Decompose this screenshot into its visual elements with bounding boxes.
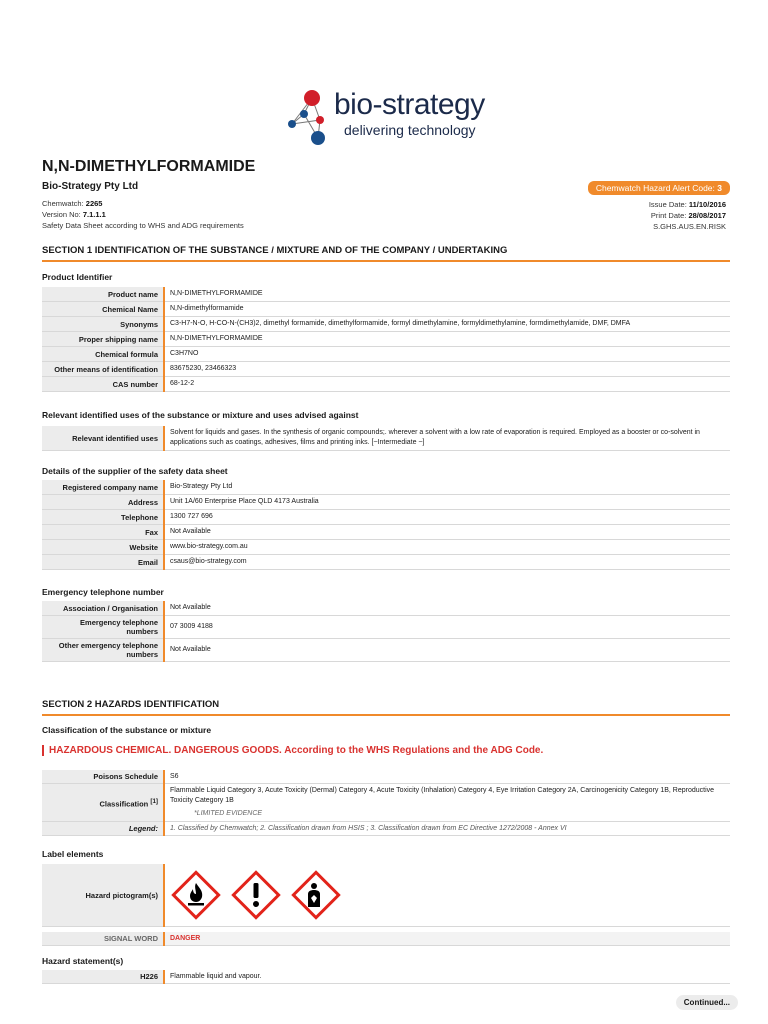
h226-value: Flammable liquid and vapour. [170,973,262,980]
health-hazard-icon [290,869,342,921]
classification-sup: [1] [150,797,158,805]
row-label: Chemical formula [42,347,164,362]
emergency-heading: Emergency telephone number [42,587,164,597]
table-row [42,287,730,302]
legend-value: 1. Classified by Chemwatch; 2. Classification drawn from HSIS ; 3. Classification drawn from EC Directive 1272/2008 - Annex VI [170,825,567,832]
issue-date-value: 11/10/2016 [688,200,726,209]
uses-table [42,426,730,451]
row-value: 07 3009 4188 [170,623,213,630]
row-label: Synonyms [42,317,164,332]
table-row [42,302,730,317]
version-label: Version No: [42,210,81,219]
classification-table [42,770,730,836]
pictogram-label: Hazard pictogram(s) [42,864,164,927]
chemwatch-value: 2265 [85,199,103,208]
row-value: Not Available [170,528,211,535]
table-row [42,639,730,662]
row-label: Address [42,495,164,510]
row-value: 68-12-2 [170,380,195,387]
sds-note: Safety Data Sheet according to WHS and ADG requirements [42,221,244,230]
company-name: Bio-Strategy Pty Ltd [42,181,139,192]
legend-label: Legend: [42,822,164,836]
page-title: N,N-DIMETHYLFORMAMIDE [42,158,256,175]
chemwatch-label: Chemwatch: [42,199,84,208]
row-value: csaus@bio-strategy.com [170,558,247,565]
row-label: Chemical Name [42,302,164,317]
row-label: Product name [42,287,164,302]
classification-text: Flammable Liquid Category 3, Acute Toxicity (Dermal) Category 4, Acute Toxicity (Inhalation) Category 4, Eye Irritation Category 2A, Carcinogenicity Category 1B, Reproductive Toxicity Category 1B [170,787,715,804]
hazard-banner: HAZARDOUS CHEMICAL. DANGEROUS GOODS. According to the WHS Regulations and the ADG Code. [42,745,543,756]
logo-name: bio-strategy [334,88,485,121]
table-row [42,616,730,639]
row-label: Proper shipping name [42,332,164,347]
table-row [42,525,730,540]
uses-heading: Relevant identified uses of the substance or mixture and uses advised against [42,410,359,420]
poisons-label: Poisons Schedule [42,770,164,784]
table-row [42,770,730,784]
print-date-value: 28/08/2017 [688,211,726,220]
row-value: www.bio-strategy.com.au [170,543,248,550]
row-value: N,N-DIMETHYLFORMAMIDE [170,290,263,297]
issue-date-label: Issue Date: [648,200,687,209]
exclamation-icon [230,869,282,921]
section-1-heading: SECTION 1 IDENTIFICATION OF THE SUBSTANCE / MIXTURE AND OF THE COMPANY / UNDERTAKING [42,245,730,262]
h226-label: H226 [42,970,164,984]
pictogram-table [42,864,730,927]
table-row [42,932,730,946]
emergency-table [42,601,730,662]
row-value: 1300 727 696 [170,513,213,520]
row-label: Email [42,555,164,570]
classification-label [42,784,164,822]
row-label: Other means of identification [42,362,164,377]
table-row [42,864,730,927]
classification-note: *LIMITED EVIDENCE [194,810,263,817]
table-row [42,362,730,377]
table-row [42,970,730,984]
row-value: Not Available [170,604,211,611]
row-label: CAS number [42,377,164,392]
row-label: Fax [42,525,164,540]
label-elements-heading: Label elements [42,849,104,859]
row-label: Association / Organisation [42,601,164,616]
table-row [42,347,730,362]
poisons-value: S6 [170,773,179,780]
row-value: C3H7NO [170,350,199,357]
row-value: N,N-dimethylformamide [170,305,244,312]
classification-value [164,784,730,822]
table-row [42,495,730,510]
table-row [42,555,730,570]
document-meta [42,198,244,231]
product-identifier-heading: Product Identifier [42,272,113,282]
table-row [42,332,730,347]
row-label: Other emergency telephone numbers [42,639,164,662]
supplier-table [42,480,730,570]
row-label: Registered company name [42,480,164,495]
section-2-heading: SECTION 2 HAZARDS IDENTIFICATION [42,699,730,716]
table-row [42,601,730,616]
alert-value: 3 [717,183,722,193]
print-date-label: Print Date: [650,211,687,220]
continued-badge: Continued... [676,995,738,1010]
signal-word-value: DANGER [170,935,201,942]
alert-label: Chemwatch Hazard Alert Code: [595,183,715,193]
table-row [42,540,730,555]
date-meta [649,199,726,232]
row-label: Relevant identified uses [42,426,164,451]
hazard-alert-badge [588,181,730,195]
row-label: Emergency telephone numbers [42,616,164,639]
row-value: C3-H7-N-O, H-CO-N-(CH3)2, dimethyl formamide, dimethylformamide, formyl dimethylamine, formyldimethylamine, formdimethylamide, DMF, DMFA [170,320,631,327]
table-row [42,377,730,392]
signal-word-table [42,932,730,946]
hazard-statements-table [42,970,730,984]
company-logo [282,86,502,150]
row-label: Telephone [42,510,164,525]
classification-heading: Classification of the substance or mixture [42,725,212,735]
row-value: N,N-DIMETHYLFORMAMIDE [170,335,263,342]
table-row [42,822,730,836]
flame-icon [170,869,222,921]
row-value: Solvent for liquids and gases. In the synthesis of organic compounds;. wherever a solvent with a low rate of evaporation is required. Employed as a booster or co-solvent in applications such as coatings, adhesives, films and printing inks. [~Intermediate ~] [170,429,700,446]
supplier-heading: Details of the supplier of the safety data sheet [42,466,228,476]
product-identifier-table [42,287,730,392]
table-row [42,510,730,525]
table-row [42,317,730,332]
classification-label-text: Classification [99,799,149,809]
row-value: Unit 1A/60 Enterprise Place QLD 4173 Australia [170,498,319,505]
table-row [42,426,730,451]
row-value: Not Available [170,646,211,653]
row-value: Bio-Strategy Pty Ltd [170,483,233,490]
table-row [42,784,730,822]
molecule-logo-icon [282,86,334,150]
doc-code: S.GHS.AUS.EN.RISK [653,222,726,231]
logo-tagline: delivering technology [344,122,476,138]
row-value: 83675230, 23466323 [170,365,237,372]
table-row [42,480,730,495]
signal-word-label: SIGNAL WORD [42,932,164,946]
pictogram-cell [164,864,730,927]
hazard-statements-heading: Hazard statement(s) [42,956,124,966]
version-value: 7.1.1.1 [82,210,106,219]
row-label: Website [42,540,164,555]
